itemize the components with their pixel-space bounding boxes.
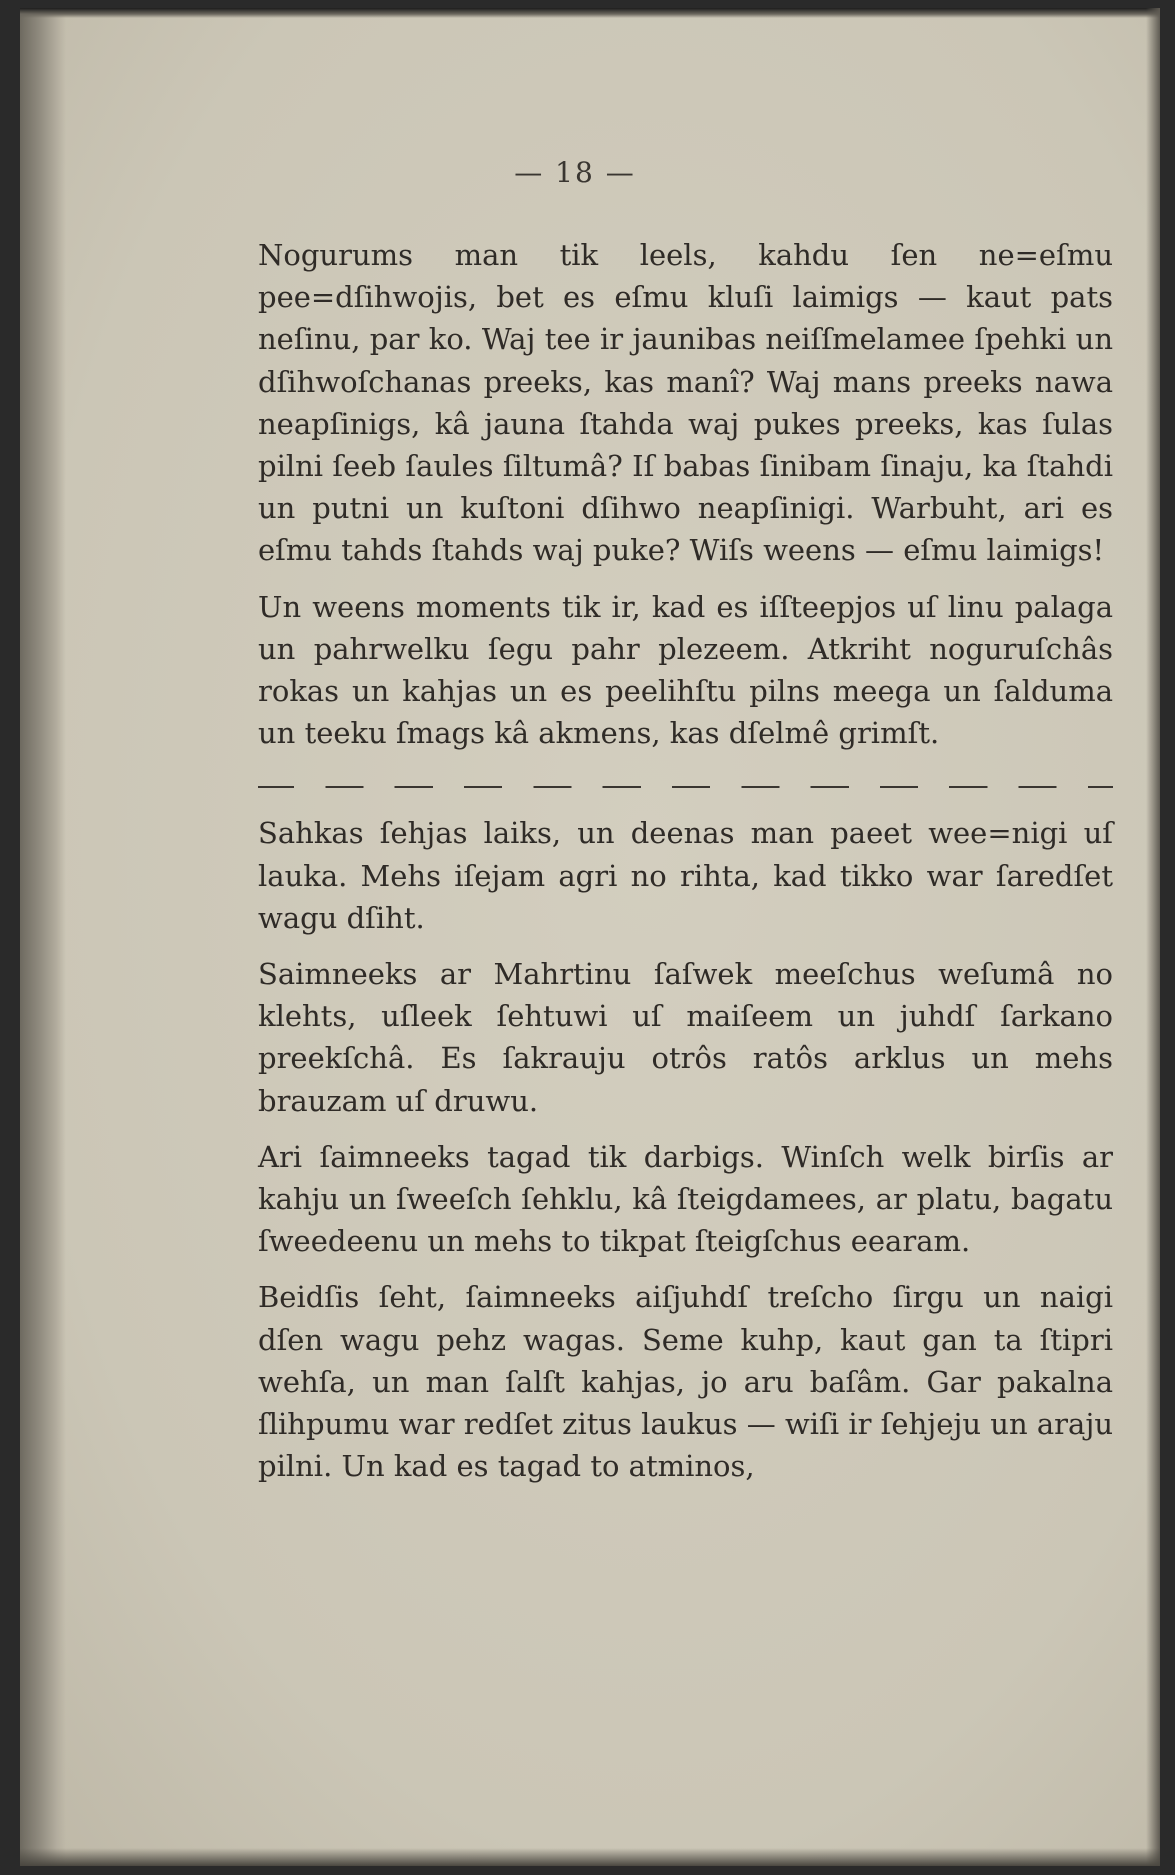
paragraph: Saimneeks ar Mahrtinu ſaſwek meeſchus weſumâ no klehts, uſleek ſehtuwi uſ maiſeem un juhdſ ſarkano preekſchâ. Es ſakrauju otrôs ratôs arklus un mehs brauzam uſ druwu. xyxy=(258,957,1113,1118)
section-divider xyxy=(258,764,1113,806)
dashed-rule xyxy=(258,786,1113,788)
page-body xyxy=(258,234,1113,1487)
paragraph: Un weens moments tik ir, kad es iſſteepjos uſ linu palaga un pahrwelku ſegu pahr plezeem. Atkriht noguruſchâs rokas un kahjas un es peelihſtu pilns meega un ſalduma un teeku ſmags kâ akmens, kas dſelmê grimſt. xyxy=(258,589,1113,751)
page-right-shadow xyxy=(1146,8,1160,1866)
page-top-shadow xyxy=(20,8,1160,18)
paragraph: Beidſis ſeht, ſaimneeks aiſjuhdſ treſcho ſirgu un naigi dſen wagu pehz wagas. Seme kuhp, kaut gan ta ſtipri wehſa, un man ſalſt kahjas, jo aru baſâm. Gar pakalna ſlihpumu war redſet zitus laukus — wiſi ir ſehjeju un araju pilni. Un kad es tagad to atminos, xyxy=(258,1280,1113,1484)
book-page xyxy=(20,8,1160,1866)
paragraph: Sahkas ſehjas laiks, un deenas man paeet wee=nigi uſ lauka. Mehs iſejam agri no rihta, kad tikko war ſaredſet wagu dſiht. xyxy=(258,816,1113,935)
paragraph: Nogurums man tik leels, kahdu ſen ne=eſmu pee=dſihwojis, bet es eſmu kluſi laimigs — kaut pats neſinu, par ko. Waj tee ir jaunibas neiſſmelamee ſpehki un dſihwoſchanas preeks, kas manî? Waj mans preeks nawa neapſinigs, kâ jauna ſtahda waj pukes preeks, kas ſulas pilni ſeeb ſaules ſiltumâ? Iſ babas ſinibam ſinaju, ka ſtahdi un putni un kuſtoni dſihwo neapſinigi. Warbuht, ari es eſmu tahds ſtahds waj puke? Wiſs weens — eſmu laimigs! xyxy=(258,238,1113,568)
page-binding-shadow xyxy=(20,8,66,1866)
page-number: — 18 — xyxy=(514,156,636,189)
page-bottom-shadow xyxy=(20,1848,1160,1866)
paragraph: Ari ſaimneeks tagad tik darbigs. Winſch welk birſis ar kahju un ſweeſch ſehklu, kâ ſteigdamees, ar platu, bagatu ſweedeenu un mehs to tikpat ſteigſchus eearam. xyxy=(258,1139,1113,1259)
